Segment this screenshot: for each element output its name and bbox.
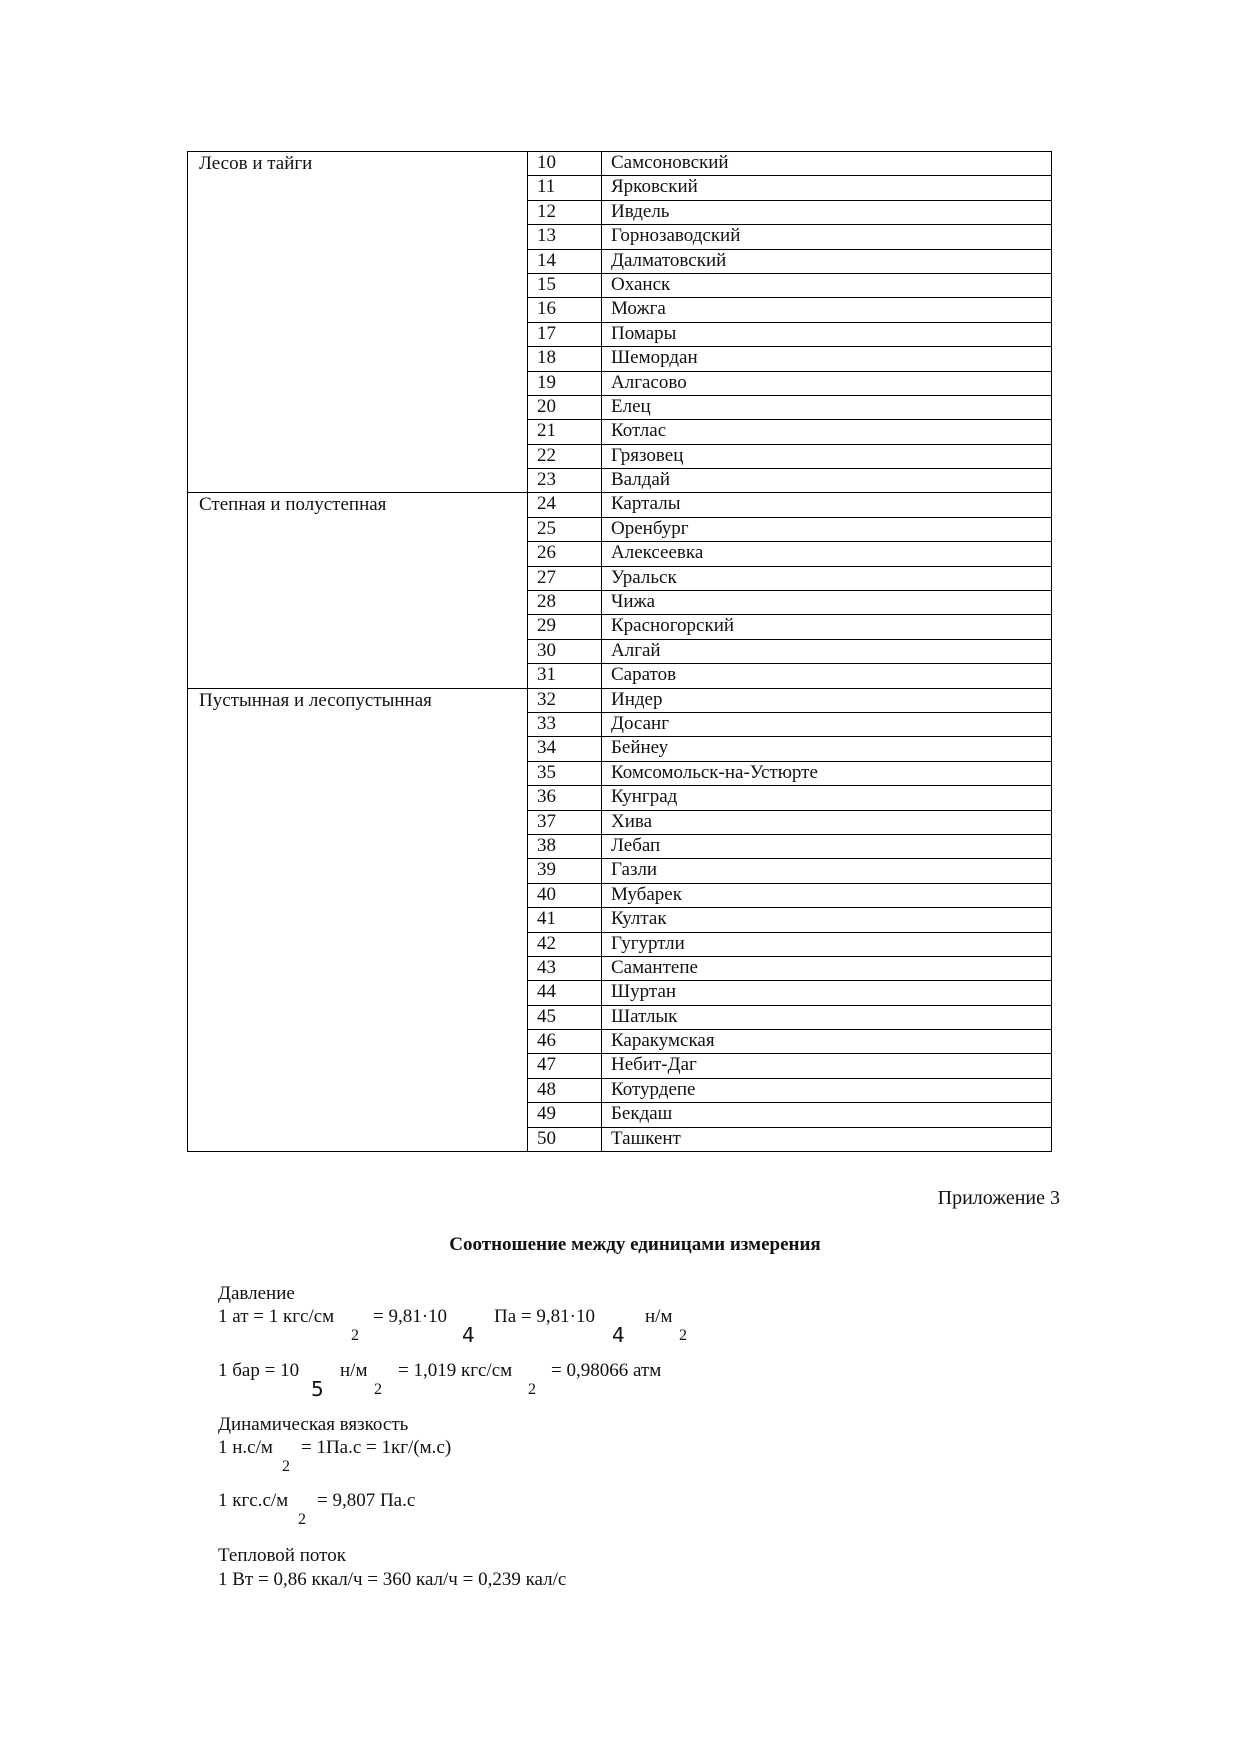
station-cell: Гугуртли bbox=[602, 932, 1052, 956]
station-cell: Уральск bbox=[602, 566, 1052, 590]
station-cell: Елец bbox=[602, 395, 1052, 419]
number-cell: 41 bbox=[528, 908, 602, 932]
station-cell: Шемордан bbox=[602, 347, 1052, 371]
table-row bbox=[188, 493, 1052, 517]
number-cell: 32 bbox=[528, 688, 602, 712]
number-cell: 50 bbox=[528, 1127, 602, 1151]
station-cell: Самсоновский bbox=[602, 152, 1052, 176]
station-cell: Газли bbox=[602, 859, 1052, 883]
number-cell: 43 bbox=[528, 956, 602, 980]
viscosity-line-1 bbox=[218, 1437, 618, 1477]
zone-cell: Степная и полустепная bbox=[188, 493, 528, 688]
zone-cell: Лесов и тайги bbox=[188, 152, 528, 493]
number-cell: 35 bbox=[528, 761, 602, 785]
station-cell: Далматовский bbox=[602, 249, 1052, 273]
station-cell: Култак bbox=[602, 908, 1052, 932]
number-cell: 37 bbox=[528, 810, 602, 834]
station-cell: Горнозаводский bbox=[602, 225, 1052, 249]
station-cell: Алгай bbox=[602, 639, 1052, 663]
station-cell: Ташкент bbox=[602, 1127, 1052, 1151]
expr-part: = 9,807 Па.с bbox=[317, 1490, 416, 1511]
expr-part: 1 н.с/м bbox=[218, 1437, 273, 1458]
station-cell: Хива bbox=[602, 810, 1052, 834]
number-cell: 16 bbox=[528, 298, 602, 322]
number-cell: 29 bbox=[528, 615, 602, 639]
exponent: 4 bbox=[612, 1323, 625, 1347]
number-cell: 12 bbox=[528, 200, 602, 224]
station-cell: Грязовец bbox=[602, 444, 1052, 468]
number-cell: 44 bbox=[528, 981, 602, 1005]
pressure-line-1 bbox=[218, 1306, 818, 1346]
number-cell: 17 bbox=[528, 322, 602, 346]
number-cell: 45 bbox=[528, 1005, 602, 1029]
station-cell: Красногорский bbox=[602, 615, 1052, 639]
table-body bbox=[188, 152, 1052, 1152]
viscosity-heading: Динамическая вязкость bbox=[218, 1414, 409, 1435]
number-cell: 33 bbox=[528, 712, 602, 736]
number-cell: 30 bbox=[528, 639, 602, 663]
exponent: 5 bbox=[311, 1377, 324, 1401]
number-cell: 19 bbox=[528, 371, 602, 395]
station-cell: Котурдепе bbox=[602, 1078, 1052, 1102]
table-row bbox=[188, 688, 1052, 712]
station-cell: Ивдель bbox=[602, 200, 1052, 224]
subscript: 2 bbox=[528, 1381, 536, 1398]
station-cell: Оханск bbox=[602, 273, 1052, 297]
table-row bbox=[188, 152, 1052, 176]
station-cell: Комсомольск-на-Устюрте bbox=[602, 761, 1052, 785]
station-cell: Карталы bbox=[602, 493, 1052, 517]
station-cell: Чижа bbox=[602, 591, 1052, 615]
subscript: 2 bbox=[298, 1511, 306, 1528]
number-cell: 28 bbox=[528, 591, 602, 615]
number-cell: 42 bbox=[528, 932, 602, 956]
station-cell: Бекдаш bbox=[602, 1103, 1052, 1127]
expr-part: н/м bbox=[340, 1360, 368, 1381]
zone-cell: Пустынная и лесопустынная bbox=[188, 688, 528, 1151]
heat-heading: Тепловой поток bbox=[218, 1545, 346, 1566]
pressure-line-2 bbox=[218, 1360, 818, 1400]
number-cell: 11 bbox=[528, 176, 602, 200]
expr-part: 1 бар = 10 bbox=[218, 1360, 300, 1381]
station-cell: Помары bbox=[602, 322, 1052, 346]
number-cell: 34 bbox=[528, 737, 602, 761]
expr-part: = 9,81·10 bbox=[373, 1306, 448, 1327]
station-cell: Саратов bbox=[602, 664, 1052, 688]
number-cell: 20 bbox=[528, 395, 602, 419]
station-cell: Можга bbox=[602, 298, 1052, 322]
section-title: Соотношение между единицами измерения bbox=[449, 1234, 821, 1255]
station-cell: Алгасово bbox=[602, 371, 1052, 395]
number-cell: 38 bbox=[528, 834, 602, 858]
number-cell: 27 bbox=[528, 566, 602, 590]
number-cell: 31 bbox=[528, 664, 602, 688]
station-cell: Самантепе bbox=[602, 956, 1052, 980]
number-cell: 18 bbox=[528, 347, 602, 371]
number-cell: 21 bbox=[528, 420, 602, 444]
number-cell: 36 bbox=[528, 786, 602, 810]
expr-part: Па = 9,81·10 bbox=[494, 1306, 595, 1327]
viscosity-line-2 bbox=[218, 1490, 618, 1530]
number-cell: 49 bbox=[528, 1103, 602, 1127]
number-cell: 13 bbox=[528, 225, 602, 249]
station-cell: Шуртан bbox=[602, 981, 1052, 1005]
number-cell: 39 bbox=[528, 859, 602, 883]
station-cell: Котлас bbox=[602, 420, 1052, 444]
number-cell: 48 bbox=[528, 1078, 602, 1102]
station-cell: Валдай bbox=[602, 469, 1052, 493]
number-cell: 46 bbox=[528, 1030, 602, 1054]
climate-zone-table bbox=[187, 151, 1052, 1152]
expr-part: = 1,019 кгс/см bbox=[398, 1360, 513, 1381]
number-cell: 25 bbox=[528, 517, 602, 541]
station-cell: Мубарек bbox=[602, 883, 1052, 907]
station-cell: Оренбург bbox=[602, 517, 1052, 541]
exponent: 4 bbox=[462, 1323, 475, 1347]
subscript: 2 bbox=[679, 1327, 687, 1344]
expr-part: 1 ат = 1 кгс/см bbox=[218, 1306, 335, 1327]
pressure-heading: Давление bbox=[218, 1283, 295, 1304]
station-cell: Шатлык bbox=[602, 1005, 1052, 1029]
number-cell: 15 bbox=[528, 273, 602, 297]
station-cell: Досанг bbox=[602, 712, 1052, 736]
station-cell: Лебап bbox=[602, 834, 1052, 858]
subscript: 2 bbox=[374, 1381, 382, 1398]
number-cell: 14 bbox=[528, 249, 602, 273]
station-cell: Ярковский bbox=[602, 176, 1052, 200]
number-cell: 47 bbox=[528, 1054, 602, 1078]
station-cell: Кунград bbox=[602, 786, 1052, 810]
number-cell: 26 bbox=[528, 542, 602, 566]
station-cell: Небит-Даг bbox=[602, 1054, 1052, 1078]
number-cell: 40 bbox=[528, 883, 602, 907]
station-cell: Каракумская bbox=[602, 1030, 1052, 1054]
appendix-label: Приложение 3 bbox=[937, 1187, 1060, 1209]
subscript: 2 bbox=[351, 1327, 359, 1344]
number-cell: 10 bbox=[528, 152, 602, 176]
expr-part: = 0,98066 атм bbox=[551, 1360, 662, 1381]
station-cell: Бейнеу bbox=[602, 737, 1052, 761]
number-cell: 24 bbox=[528, 493, 602, 517]
expr-part: н/м bbox=[645, 1306, 673, 1327]
expr-part: 1 кгс.с/м bbox=[218, 1490, 289, 1511]
station-cell: Алексеевка bbox=[602, 542, 1052, 566]
heat-line-1: 1 Вт = 0,86 ккал/ч = 360 кал/ч = 0,239 кал/с bbox=[218, 1569, 567, 1590]
station-cell: Индер bbox=[602, 688, 1052, 712]
subscript: 2 bbox=[282, 1458, 290, 1475]
expr-part: = 1Па.с = 1кг/(м.с) bbox=[301, 1437, 452, 1458]
number-cell: 22 bbox=[528, 444, 602, 468]
number-cell: 23 bbox=[528, 469, 602, 493]
